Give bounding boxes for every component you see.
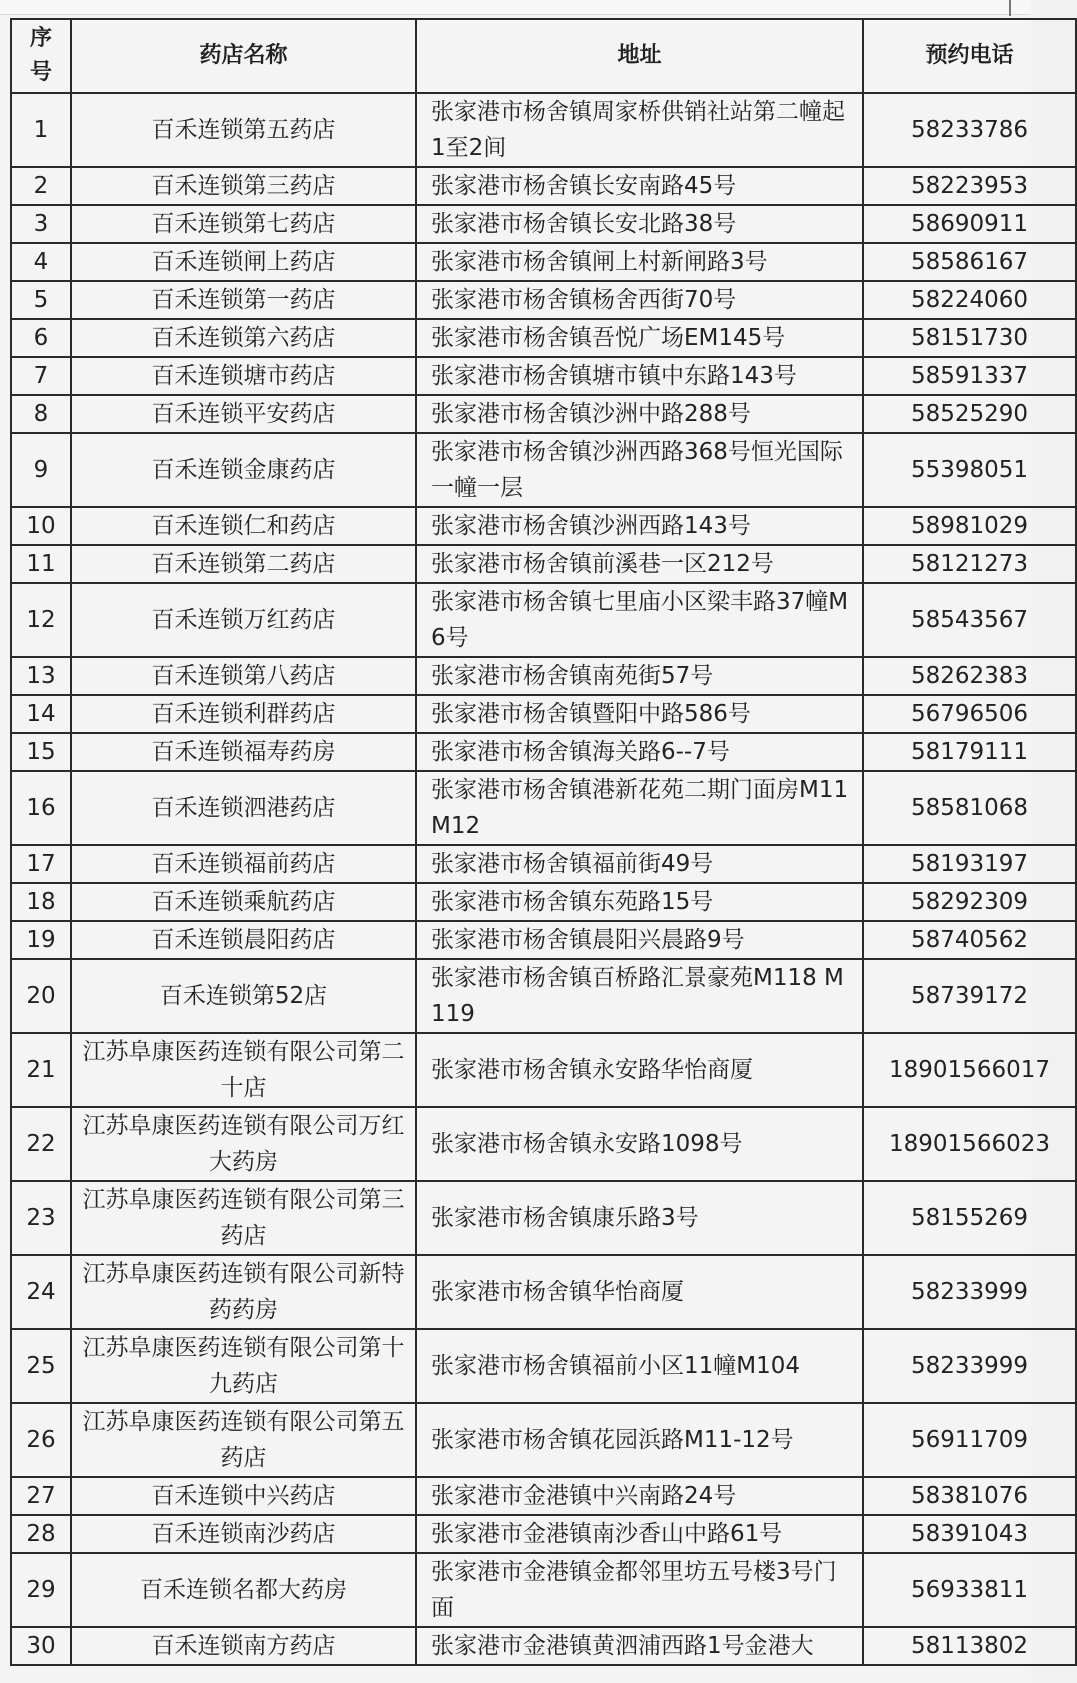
cell-address: 张家港市金港镇黄泗浦西路1号金港大 bbox=[416, 1627, 863, 1665]
cell-phone: 58155269 bbox=[863, 1181, 1076, 1255]
cell-no: 27 bbox=[11, 1477, 71, 1515]
cell-phone: 58391043 bbox=[863, 1515, 1076, 1553]
table-row bbox=[11, 205, 1076, 243]
cell-no: 9 bbox=[11, 433, 71, 507]
cell-phone: 58121273 bbox=[863, 545, 1076, 583]
cell-name: 百禾连锁晨阳药店 bbox=[71, 921, 416, 959]
cell-no: 25 bbox=[11, 1329, 71, 1403]
cell-name: 百禾连锁第五药店 bbox=[71, 93, 416, 167]
cell-name: 百禾连锁第52店 bbox=[71, 959, 416, 1033]
cell-no: 13 bbox=[11, 657, 71, 695]
cell-no: 6 bbox=[11, 319, 71, 357]
cell-address: 张家港市杨舍镇福前小区11幢M104 bbox=[416, 1329, 863, 1403]
cell-phone: 58381076 bbox=[863, 1477, 1076, 1515]
table-row bbox=[11, 959, 1076, 1033]
cell-phone: 58543567 bbox=[863, 583, 1076, 657]
cell-no: 19 bbox=[11, 921, 71, 959]
cell-no: 10 bbox=[11, 507, 71, 545]
cell-phone: 58223953 bbox=[863, 167, 1076, 205]
table-row bbox=[11, 545, 1076, 583]
cell-no: 5 bbox=[11, 281, 71, 319]
cell-name: 百禾连锁南方药店 bbox=[71, 1627, 416, 1665]
corner-mark bbox=[1009, 0, 1011, 16]
cell-no: 22 bbox=[11, 1107, 71, 1181]
cell-address: 张家港市杨舍镇长安南路45号 bbox=[416, 167, 863, 205]
table-row bbox=[11, 733, 1076, 771]
cell-name: 百禾连锁平安药店 bbox=[71, 395, 416, 433]
cell-phone: 58224060 bbox=[863, 281, 1076, 319]
cell-address: 张家港市杨舍镇暨阳中路586号 bbox=[416, 695, 863, 733]
cell-name: 百禾连锁第八药店 bbox=[71, 657, 416, 695]
cell-no: 8 bbox=[11, 395, 71, 433]
cell-address: 张家港市金港镇金都邻里坊五号楼3号门面 bbox=[416, 1553, 863, 1627]
table-row bbox=[11, 1033, 1076, 1107]
cell-address: 张家港市杨舍镇华怡商厦 bbox=[416, 1255, 863, 1329]
cell-phone: 58233786 bbox=[863, 93, 1076, 167]
table-row bbox=[11, 921, 1076, 959]
cell-phone: 58233999 bbox=[863, 1255, 1076, 1329]
cell-phone: 58581068 bbox=[863, 771, 1076, 845]
cell-no: 28 bbox=[11, 1515, 71, 1553]
cell-no: 30 bbox=[11, 1627, 71, 1665]
cell-phone: 58586167 bbox=[863, 243, 1076, 281]
table-row bbox=[11, 583, 1076, 657]
cell-address: 张家港市杨舍镇百桥路汇景豪苑M118 M119 bbox=[416, 959, 863, 1033]
cell-name: 百禾连锁闸上药店 bbox=[71, 243, 416, 281]
table-header-row bbox=[11, 19, 1076, 93]
table-row bbox=[11, 281, 1076, 319]
cell-phone: 56911709 bbox=[863, 1403, 1076, 1477]
cell-no: 16 bbox=[11, 771, 71, 845]
table-row bbox=[11, 695, 1076, 733]
table-row bbox=[11, 395, 1076, 433]
cell-name: 百禾连锁仁和药店 bbox=[71, 507, 416, 545]
table-row bbox=[11, 771, 1076, 845]
cell-name: 百禾连锁第七药店 bbox=[71, 205, 416, 243]
table-row bbox=[11, 357, 1076, 395]
table-row bbox=[11, 1403, 1076, 1477]
table-row bbox=[11, 845, 1076, 883]
cell-address: 张家港市杨舍镇港新花苑二期门面房M11M12 bbox=[416, 771, 863, 845]
cell-phone: 58113802 bbox=[863, 1627, 1076, 1665]
cell-no: 21 bbox=[11, 1033, 71, 1107]
cell-no: 2 bbox=[11, 167, 71, 205]
cell-address: 张家港市杨舍镇海关路6--7号 bbox=[416, 733, 863, 771]
header-name: 药店名称 bbox=[71, 19, 416, 93]
cell-address: 张家港市杨舍镇晨阳兴晨路9号 bbox=[416, 921, 863, 959]
table-row bbox=[11, 1553, 1076, 1627]
table-row bbox=[11, 243, 1076, 281]
table-row bbox=[11, 507, 1076, 545]
cell-no: 1 bbox=[11, 93, 71, 167]
cell-no: 15 bbox=[11, 733, 71, 771]
cell-phone: 58740562 bbox=[863, 921, 1076, 959]
table-row bbox=[11, 657, 1076, 695]
table-row bbox=[11, 319, 1076, 357]
cell-no: 11 bbox=[11, 545, 71, 583]
cell-name: 百禾连锁泗港药店 bbox=[71, 771, 416, 845]
cell-phone: 58233999 bbox=[863, 1329, 1076, 1403]
cell-name: 百禾连锁福寿药房 bbox=[71, 733, 416, 771]
table-row bbox=[11, 93, 1076, 167]
table-row bbox=[11, 1255, 1076, 1329]
cell-name: 江苏阜康医药连锁有限公司第五药店 bbox=[71, 1403, 416, 1477]
cell-address: 张家港市杨舍镇塘市镇中东路143号 bbox=[416, 357, 863, 395]
cell-address: 张家港市杨舍镇闸上村新闸路3号 bbox=[416, 243, 863, 281]
cell-name: 江苏阜康医药连锁有限公司万红大药房 bbox=[71, 1107, 416, 1181]
table-row bbox=[11, 1329, 1076, 1403]
cell-no: 4 bbox=[11, 243, 71, 281]
cell-address: 张家港市金港镇中兴南路24号 bbox=[416, 1477, 863, 1515]
cell-phone: 56796506 bbox=[863, 695, 1076, 733]
cell-name: 百禾连锁第一药店 bbox=[71, 281, 416, 319]
cell-name: 百禾连锁第二药店 bbox=[71, 545, 416, 583]
cell-phone: 58739172 bbox=[863, 959, 1076, 1033]
cell-address: 张家港市杨舍镇长安北路38号 bbox=[416, 205, 863, 243]
cell-no: 29 bbox=[11, 1553, 71, 1627]
cell-phone: 18901566017 bbox=[863, 1033, 1076, 1107]
cell-phone: 56933811 bbox=[863, 1553, 1076, 1627]
cell-no: 7 bbox=[11, 357, 71, 395]
pharmacy-table bbox=[10, 18, 1077, 1666]
cell-name: 百禾连锁塘市药店 bbox=[71, 357, 416, 395]
table-row bbox=[11, 1477, 1076, 1515]
top-edge bbox=[0, 0, 1031, 15]
table-row bbox=[11, 883, 1076, 921]
cell-phone: 55398051 bbox=[863, 433, 1076, 507]
cell-no: 23 bbox=[11, 1181, 71, 1255]
cell-address: 张家港市杨舍镇前溪巷一区212号 bbox=[416, 545, 863, 583]
cell-no: 14 bbox=[11, 695, 71, 733]
cell-name: 百禾连锁利群药店 bbox=[71, 695, 416, 733]
cell-name: 百禾连锁第三药店 bbox=[71, 167, 416, 205]
cell-phone: 58525290 bbox=[863, 395, 1076, 433]
cell-address: 张家港市杨舍镇南苑街57号 bbox=[416, 657, 863, 695]
cell-name: 百禾连锁万红药店 bbox=[71, 583, 416, 657]
cell-address: 张家港市杨舍镇杨舍西街70号 bbox=[416, 281, 863, 319]
cell-no: 12 bbox=[11, 583, 71, 657]
cell-no: 18 bbox=[11, 883, 71, 921]
cell-phone: 58151730 bbox=[863, 319, 1076, 357]
cell-name: 百禾连锁南沙药店 bbox=[71, 1515, 416, 1553]
cell-address: 张家港市杨舍镇吾悦广场EM145号 bbox=[416, 319, 863, 357]
cell-no: 3 bbox=[11, 205, 71, 243]
cell-name: 百禾连锁福前药店 bbox=[71, 845, 416, 883]
cell-address: 张家港市杨舍镇花园浜路M11-12号 bbox=[416, 1403, 863, 1477]
cell-address: 张家港市杨舍镇七里庙小区梁丰路37幢M6号 bbox=[416, 583, 863, 657]
cell-phone: 18901566023 bbox=[863, 1107, 1076, 1181]
cell-name: 江苏阜康医药连锁有限公司第三药店 bbox=[71, 1181, 416, 1255]
cell-address: 张家港市杨舍镇永安路1098号 bbox=[416, 1107, 863, 1181]
table-row bbox=[11, 1515, 1076, 1553]
table-body bbox=[11, 93, 1076, 1665]
cell-address: 张家港市杨舍镇沙洲西路368号恒光国际一幢一层 bbox=[416, 433, 863, 507]
header-phone: 预约电话 bbox=[863, 19, 1076, 93]
table-row bbox=[11, 433, 1076, 507]
cell-address: 张家港市金港镇南沙香山中路61号 bbox=[416, 1515, 863, 1553]
cell-phone: 58193197 bbox=[863, 845, 1076, 883]
cell-name: 江苏阜康医药连锁有限公司第十九药店 bbox=[71, 1329, 416, 1403]
cell-name: 江苏阜康医药连锁有限公司新特药药房 bbox=[71, 1255, 416, 1329]
table-row bbox=[11, 167, 1076, 205]
cell-phone: 58262383 bbox=[863, 657, 1076, 695]
cell-name: 百禾连锁第六药店 bbox=[71, 319, 416, 357]
cell-phone: 58179111 bbox=[863, 733, 1076, 771]
cell-name: 百禾连锁乘航药店 bbox=[71, 883, 416, 921]
cell-phone: 58292309 bbox=[863, 883, 1076, 921]
cell-address: 张家港市杨舍镇永安路华怡商厦 bbox=[416, 1033, 863, 1107]
cell-phone: 58981029 bbox=[863, 507, 1076, 545]
cell-phone: 58690911 bbox=[863, 205, 1076, 243]
cell-address: 张家港市杨舍镇东苑路15号 bbox=[416, 883, 863, 921]
table-row bbox=[11, 1627, 1076, 1665]
cell-phone: 58591337 bbox=[863, 357, 1076, 395]
cell-name: 百禾连锁中兴药店 bbox=[71, 1477, 416, 1515]
cell-name: 江苏阜康医药连锁有限公司第二十店 bbox=[71, 1033, 416, 1107]
table-row bbox=[11, 1181, 1076, 1255]
cell-address: 张家港市杨舍镇沙洲西路143号 bbox=[416, 507, 863, 545]
cell-no: 26 bbox=[11, 1403, 71, 1477]
cell-no: 24 bbox=[11, 1255, 71, 1329]
cell-address: 张家港市杨舍镇康乐路3号 bbox=[416, 1181, 863, 1255]
header-address: 地址 bbox=[416, 19, 863, 93]
cell-name: 百禾连锁名都大药房 bbox=[71, 1553, 416, 1627]
cell-name: 百禾连锁金康药店 bbox=[71, 433, 416, 507]
cell-no: 20 bbox=[11, 959, 71, 1033]
cell-address: 张家港市杨舍镇福前街49号 bbox=[416, 845, 863, 883]
table-row bbox=[11, 1107, 1076, 1181]
cell-address: 张家港市杨舍镇沙洲中路288号 bbox=[416, 395, 863, 433]
cell-address: 张家港市杨舍镇周家桥供销社站第二幢起1至2间 bbox=[416, 93, 863, 167]
header-no: 序 号 bbox=[11, 19, 71, 93]
cell-no: 17 bbox=[11, 845, 71, 883]
